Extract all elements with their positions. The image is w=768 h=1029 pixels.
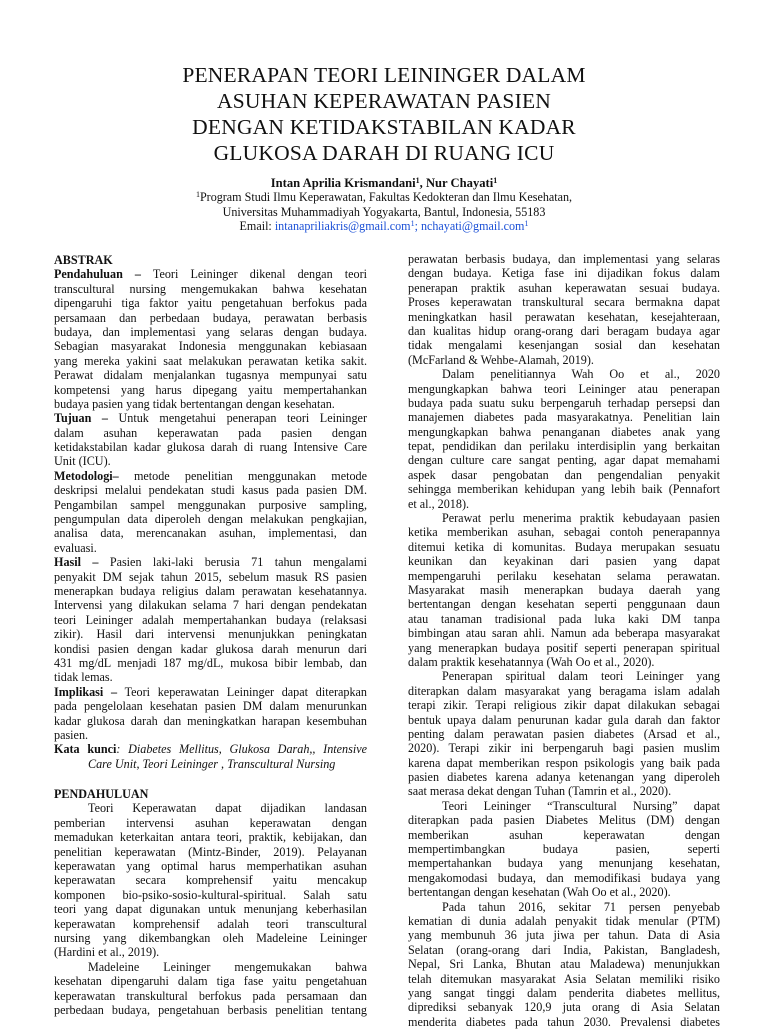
text-line: ketika memberikan asuhan, sebagai contoh penerapannya [408, 525, 720, 540]
text-line: mempertimbangkan budaya pasien, seperti [408, 842, 720, 857]
author-name: Nur Chayati [425, 176, 494, 190]
text-line: menerapkan budaya religius dalam perawatan kesehatannya. [54, 583, 367, 598]
text-line: pemberian intervensi asuhan keperawatan dengan [54, 815, 367, 830]
text-line: diprediksi sebanyak 120,9 juta orang di Asia Selatan [408, 1000, 720, 1015]
text-line: Proses keperawatan transkultural secara bermakna dapat [408, 295, 720, 310]
text-line: Teori Leininger “Transcultural Nursing” dapat [442, 798, 720, 813]
email-sup: 1 [410, 219, 415, 228]
text-line: memadukan keterkaitan antara teori, praktik, kebijakan, dan [54, 830, 367, 845]
text-line: tepat, pendidikan dan perilaku interdisiplin yang berkaitan [408, 439, 720, 454]
section-label: Tujuan – [54, 411, 108, 426]
text-line: Dalam penelitiannya Wah Oo et al., 2020 [442, 367, 720, 382]
text-line: nursing yang dikembangkan oleh Madeleine Leininger [54, 930, 367, 945]
text-line: mengungkapkan bahwa penanganan diabetes anak yang [408, 424, 720, 439]
email-label: Email: [239, 219, 275, 233]
email-link[interactable]: nchayati@gmail.com [420, 219, 525, 233]
text-line: telah ditemukan masyarakat Asia Selatan memiliki risiko [408, 971, 720, 986]
section-heading: PENDAHULUAN [54, 787, 149, 802]
keywords-label: Kata kunci [54, 742, 117, 757]
keywords-line [54, 757, 367, 771]
text-line: tidak lemas. [54, 670, 113, 685]
text-line: (McFarland & Wehbe-Alamah, 2019). [408, 352, 594, 367]
text-line: yang membunuh 36 juta jiwa per tahun. Data di Asia [408, 928, 720, 943]
text-span: Untuk mengetahui penerapan teori Leininger [107, 411, 367, 426]
text-line: penyakit DM sejak tahun 2015, sebelum masuk RS pasien [54, 569, 367, 584]
text-line: meningkatkan hasil perawatan kesehatan, kesejahteraan, [408, 309, 720, 324]
text-line [54, 411, 367, 425]
text-line: analisa data, merencanakan asuhan, implementasi, dan [54, 526, 367, 541]
text-line: penerapan praktik asuhan keperawatan sesuai budaya. [408, 280, 720, 295]
text-line: ditemui ketika di komunitas. Budaya merupakan sesuatu [408, 539, 720, 554]
text-line: diterapkan pada pasien Diabetes Melitus (DM) dengan [408, 813, 720, 828]
author-sup: 1 [415, 176, 420, 185]
author-list [0, 175, 768, 191]
text-span: metode penelitian menggunakan metode [118, 468, 367, 483]
text-line: perbedaan budaya, pengetahuan berbasis penelitian tentang [54, 1002, 367, 1017]
text-line: (Hardini et al., 2019). [54, 945, 160, 960]
text-line: yang sangat tinggi dalam penderita diabetes mellitus, [408, 985, 720, 1000]
text-line: budaya pasien yang tidak bertentangan dengan kesehatan. [54, 396, 335, 411]
text-line: diterapkan dalam masyarakat yang beragama islam adalah [408, 683, 720, 698]
text-line: kematian di dunia adalah penyakit tidak menular (PTM) [408, 913, 720, 928]
text-line: Madeleine Leininger mengemukakan bahwa [88, 959, 367, 974]
text-line: keperawatan yang optimal harus memperhatikan asuhan [54, 859, 367, 874]
text-line [54, 469, 367, 483]
text-span: Teori keperawatan Leininger dapat diterapkan [117, 684, 367, 699]
text-line: dalam praktik kesehatannya (Wah Oo et al., 2020). [408, 654, 655, 669]
text-line: Unit (ICU). [54, 454, 111, 469]
keywords-text: Care Unit, Teori Leininger , Transcultural Nursing [88, 756, 336, 771]
text-line: keunikan dan keyakinan dari pasien yang dapat [408, 554, 720, 569]
text-line: keperawatan transkultural berfokus pada persamaan dan [54, 988, 367, 1003]
affiliation-sup: 1 [195, 190, 200, 199]
text-line: mempengaruhi perilaku kesehatan selama perawatan. [408, 568, 720, 583]
text-line: perawatan berbasis budaya, dan implementasi yang selaras [408, 252, 720, 266]
text-line: zikir). Hasil dari intervensi menunjukkan peningkatan [54, 627, 367, 642]
text-line: teori yang dapat digunakan untuk menunjang keberhasilan [54, 902, 367, 917]
text-line: et al., 2018). [408, 496, 470, 511]
affiliation [0, 190, 768, 234]
text-line: Intervensi yang dilakukan selama 7 hari dengan pendekatan [54, 598, 367, 613]
text-line: 2020). Terapi zikir ini berpengaruh bagi pasien muslim [408, 741, 720, 756]
text-line [54, 267, 367, 281]
text-line: transcultural nursing mengemukakan bahwa kesehatan [54, 281, 367, 296]
keywords-line [54, 742, 367, 756]
text-line: bimbingan atau saran ahli. Namun ada beberapa masyarakat [408, 626, 720, 641]
section-label: Implikasi – [54, 684, 118, 699]
text-line: pengumpulan data diperoleh dengan melakukan pengkajian, [54, 512, 367, 527]
text-line: Teori Keperawatan dapat dijadikan landasan [88, 801, 367, 816]
title-line: ASUHAN KEPERAWATAN PASIEN [216, 89, 552, 113]
text-line: Selatan (orang-orang dari India, Pakistan, Bangladesh, [408, 942, 720, 957]
email-link[interactable]: intanapriliakris@gmail.com [274, 219, 411, 233]
right-column [408, 252, 720, 1029]
title-line: DENGAN KETIDAKSTABILAN KADAR [192, 115, 576, 139]
section-label: Hasil – [54, 555, 99, 570]
text-line: sehingga memberikan kehidupan yang lebih baik (Pennafort [408, 482, 720, 497]
text-line: bentuk upaya dalam penurunan kadar gula darah dan faktor [408, 712, 720, 727]
text-line: evaluasi. [54, 540, 97, 555]
text-line: aspek dasar pengobatan dan pengendalian penyakit [408, 467, 720, 482]
email-sup: 1 [524, 219, 529, 228]
affiliation-line: Program Studi Ilmu Keperawatan, Fakultas Kedokteran dan Ilmu Kesehatan, [199, 190, 573, 204]
text-line: mengakomodasi budaya, dan memodifikasi budaya yang [408, 870, 720, 885]
text-line: kondisi pasien dengan kadar glukosa darah menurun dari [54, 641, 367, 656]
text-line: penelitian keperawatan (Mintz-Binder, 2019). Pelayanan [54, 844, 367, 859]
text-line: budaya pada suatu suku berpengaruh terhadap persepsi dan [408, 395, 720, 410]
text-line: bertentangan dengan kesehatan seperti penggunaan daun [408, 597, 720, 612]
text-line: dipengaruhi tiga faktor yaitu pengetahuan berfokus pada [54, 296, 367, 311]
title-line: GLUKOSA DARAH DI RUANG ICU [213, 141, 555, 165]
text-line: ketidakstabilan kadar glukosa darah di ruang Intensive Care [54, 440, 367, 455]
text-line: Pada tahun 2016, sekitar 71 persen penyebab [442, 899, 720, 914]
text-line: kesehatan dipengaruhi dalam tiga fase yaitu pengetahuan [54, 974, 367, 989]
text-line: atau tanaman tradisional pada luka kaki DM tanpa [408, 611, 720, 626]
affiliation-line: Universitas Muhammadiyah Yogyakarta, Bantul, Indonesia, 55183 [222, 204, 546, 219]
left-column [54, 253, 367, 1017]
text-line: kadar glukosa darah dan meningkatkan harapan kesembuhan [54, 713, 367, 728]
text-line: mengungkapkan bahwa teori Leininger atau penerapan [408, 381, 720, 396]
section-label: Pendahuluan – [54, 267, 142, 282]
text-line: keperawatan secara komprehensif yaitu mencakup [54, 873, 367, 888]
text-line: Nepal, Sri Lanka, Bhutan atau Maladewa) menunjukkan [408, 957, 720, 972]
text-line: pasien. [54, 727, 89, 742]
text-line: Penerapan spiritual dalam teori Leininger yang [442, 669, 720, 684]
text-line: saat merasa dekat dengan Tuhan (Tamrin et al., 2020). [408, 784, 672, 799]
text-line: Pengambilan sampel menggunakan purposive sampling, [54, 497, 367, 512]
text-line: keperawatan komprehensif adalah teori transcultural [54, 916, 367, 931]
text-line: deskripsi melalui pendekatan studi kasus pada pasien DM. [54, 483, 367, 498]
text-line: yang menerapkan budaya positif seperti penerapan spiritual [408, 640, 720, 655]
section-label: Metodologi– [54, 468, 119, 483]
author-sup: 1 [493, 176, 498, 185]
text-line: Perawat perlu menerima praktik kebudayaan pasien [442, 511, 720, 526]
text-line: dan kualitas hidup orang-orang dari beragam budaya agar [408, 323, 720, 338]
text-span: Teori Leininger dikenal dengan teori [141, 267, 367, 282]
text-line: Sebagian masyarakat Indonesia menggunakan kebiasaan [54, 339, 367, 354]
text-line: tidak mengalami kesenjangan sosial dan kesehatan [408, 338, 720, 353]
paper-title [80, 62, 688, 166]
text-line: kompetensi yang harus dipegang yaitu mempertahankan [54, 382, 367, 397]
text-line [54, 685, 367, 699]
text-line: dalam asuhan keperawatan pada pasien dengan [54, 425, 367, 440]
text-line: manajemen diabetes pada masyarakatnya. Penelitian lain [408, 410, 720, 425]
text-line: dengan culture care sangat penting, agar dapat memahami [408, 453, 720, 468]
text-line: yang mereka yakini saat melakukan perawatan ketika sakit. [54, 353, 367, 368]
text-line: Perawat didalam menjalankan tugasnya mempunyai satu [54, 368, 367, 383]
abstract-heading: ABSTRAK [54, 253, 113, 267]
text-line: karena dapat memberikan respon psikologis yang baik pada [408, 755, 720, 770]
author-separator: , [419, 176, 426, 190]
text-line: Masyarakat masih menerapkan budaya daerah yang [408, 582, 720, 597]
text-line: pasien diabetes karena adanya ketenangan yang diperoleh [408, 770, 720, 785]
text-line: mempertahankan budaya yang menunjang kesehatan, [408, 856, 720, 871]
text-line: teori Leininger adalah mempertahankan budaya (relaksasi [54, 612, 367, 627]
text-line: memberikan asuhan keperawatan dengan [408, 827, 720, 842]
text-line: terapi zikir. Terapi religious zikir dapat dilakukan sebagai [408, 698, 720, 713]
text-line: 431 mg/dL menjadi 187 mg/dL, mukosa bibir lembab, dan [54, 655, 367, 670]
text-span: Pasien laki-laki berusia 71 tahun mengalami [98, 555, 367, 570]
text-line: pada pengelolaan kesehatan pasien DM dalam menurunkan [54, 699, 367, 714]
text-line: komponen bio-psiko-sosio-kultural-spiritual. Salah satu [54, 887, 367, 902]
author-name: Intan Aprilia Krismandani [270, 176, 416, 190]
text-line: bertentangan dengan kesehatan (Wah Oo et al., 2020). [408, 885, 671, 900]
text-line: dengan budaya. Ketiga fase ini dijadikan fokus dalam [408, 266, 720, 281]
text-line: persamaan dan perbedaan budaya, perawatan berbasis [54, 310, 367, 325]
text-line: penting dalam perawatan pasien diabetes (Arsad et al., [408, 726, 720, 741]
text-line: budaya, dan implementasi yang selaras dengan budaya. [54, 324, 367, 339]
email-separator: ; [414, 219, 421, 233]
title-line: PENERAPAN TEORI LEININGER DALAM [182, 63, 586, 87]
keywords-text: : Diabetes Mellitus, Glukosa Darah,, Intensive [116, 742, 367, 757]
text-line: menderita diabetes pada tahun 2030. Prevalensi diabetes [408, 1014, 720, 1029]
text-line [54, 555, 367, 569]
